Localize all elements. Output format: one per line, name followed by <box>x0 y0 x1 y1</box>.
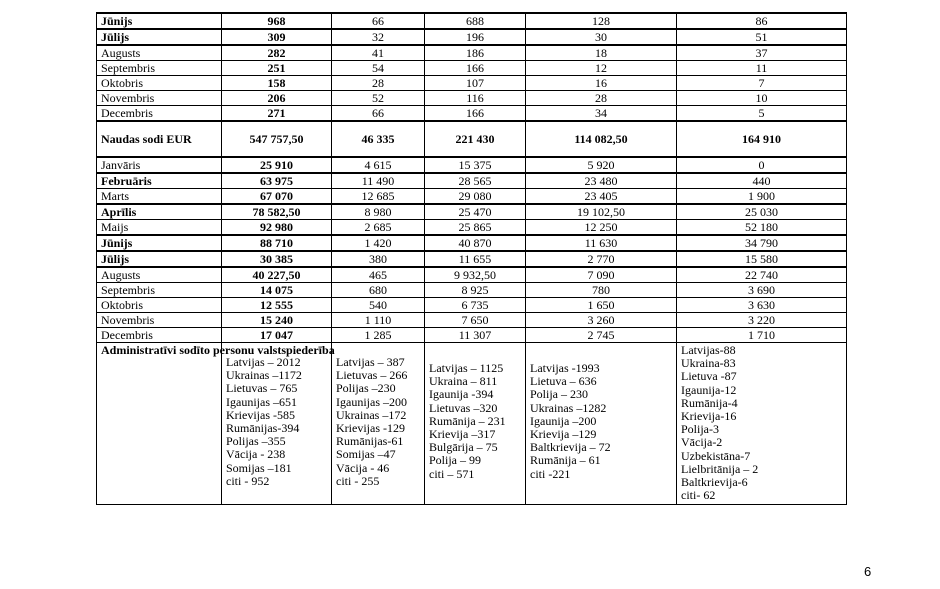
col4-cell: 86 <box>677 13 847 29</box>
total-cell: 968 <box>222 13 332 29</box>
col1-cell: 52 <box>332 91 425 106</box>
col1-cell: 66 <box>332 13 425 29</box>
nationality-entry: Vācija - 238 <box>226 447 286 462</box>
col2-cell: 186 <box>425 45 526 61</box>
nationality-list-4 <box>530 344 672 481</box>
col2-cell: 15 375 <box>425 157 526 173</box>
col1-cell: 32 <box>332 29 425 45</box>
fines-col3: 114 082,50 <box>526 121 677 157</box>
col3-cell: 12 <box>526 61 677 76</box>
total-cell: 251 <box>222 61 332 76</box>
col3-cell: 12 250 <box>526 220 677 236</box>
nationality-entry: Polija-3 <box>681 422 719 437</box>
month-count-row <box>97 45 847 61</box>
nationality-entry: Vācija-2 <box>681 435 723 450</box>
col4-cell: 5 <box>677 106 847 122</box>
month-cell: Maijs <box>97 220 222 236</box>
month-cell: Aprīlis <box>97 204 222 220</box>
fines-total: 547 757,50 <box>222 121 332 157</box>
month-cell: Decembris <box>97 106 222 122</box>
col1-cell: 8 980 <box>332 204 425 220</box>
col3-cell: 34 <box>526 106 677 122</box>
nationality-entry: Ukrainas –1282 <box>530 400 607 415</box>
month-count-row <box>97 61 847 76</box>
col3-cell: 16 <box>526 76 677 91</box>
nationality-col1 <box>222 343 332 505</box>
col3-cell: 23 480 <box>526 173 677 189</box>
total-cell: 12 555 <box>222 298 332 313</box>
nationality-entry: Lietuvas – 765 <box>226 381 298 396</box>
month-fine-row <box>97 157 847 173</box>
nationality-entry: citi - 952 <box>226 473 270 488</box>
nationality-entry: Baltkrievija-6 <box>681 474 748 489</box>
month-fine-row <box>97 313 847 328</box>
nationality-entry: Krievija-16 <box>681 408 737 423</box>
nationality-entry: Igaunija-12 <box>681 382 737 397</box>
month-fine-row <box>97 173 847 189</box>
nationality-entry: citi - 255 <box>336 473 380 488</box>
total-cell: 158 <box>222 76 332 91</box>
nationality-entry: Ukraina – 811 <box>429 374 498 389</box>
fines-col1: 46 335 <box>332 121 425 157</box>
col2-cell: 166 <box>425 106 526 122</box>
col2-cell: 166 <box>425 61 526 76</box>
nationality-list-3 <box>429 344 521 481</box>
col2-cell: 25 470 <box>425 204 526 220</box>
col1-cell: 11 490 <box>332 173 425 189</box>
nationality-entry: Igaunijas –200 <box>336 394 407 409</box>
nationality-entry: Igaunijas –651 <box>226 394 297 409</box>
nationality-entry: Latvijas-88 <box>681 343 736 357</box>
nationality-col4 <box>526 343 677 505</box>
col2-cell: 40 870 <box>425 235 526 251</box>
col3-cell: 5 920 <box>526 157 677 173</box>
col1-cell: 1 285 <box>332 328 425 343</box>
col4-cell: 1 900 <box>677 189 847 205</box>
col3-cell: 7 090 <box>526 267 677 283</box>
total-cell: 14 075 <box>222 283 332 298</box>
col2-cell: 9 932,50 <box>425 267 526 283</box>
col2-cell: 29 080 <box>425 189 526 205</box>
col1-cell: 540 <box>332 298 425 313</box>
fines-label: Naudas sodi EUR <box>97 121 222 157</box>
col1-cell: 1 110 <box>332 313 425 328</box>
nationality-entry: Uzbekistāna-7 <box>681 448 751 463</box>
month-cell: Novembris <box>97 91 222 106</box>
col3-cell: 2 770 <box>526 251 677 267</box>
col2-cell: 116 <box>425 91 526 106</box>
month-count-row <box>97 91 847 106</box>
total-cell: 63 975 <box>222 173 332 189</box>
nationality-entry: citi- 62 <box>681 488 716 503</box>
col3-cell: 19 102,50 <box>526 204 677 220</box>
nationality-section <box>97 343 847 505</box>
nationality-col5 <box>677 343 847 505</box>
nationality-entry: Lietuva -87 <box>681 369 737 384</box>
col1-cell: 680 <box>332 283 425 298</box>
total-cell: 282 <box>222 45 332 61</box>
fines-header-row <box>97 121 847 157</box>
month-count-row <box>97 13 847 29</box>
nationality-entry: Latvijas – 1125 <box>429 361 504 375</box>
total-cell: 78 582,50 <box>222 204 332 220</box>
nationality-entry: Rumānijas-61 <box>336 434 404 449</box>
nationality-entry: citi – 571 <box>429 466 475 481</box>
month-fine-row <box>97 298 847 313</box>
nationality-row <box>97 343 847 505</box>
total-cell: 30 385 <box>222 251 332 267</box>
col4-cell: 7 <box>677 76 847 91</box>
month-cell: Jūnijs <box>97 235 222 251</box>
month-fine-row <box>97 267 847 283</box>
month-fine-row <box>97 235 847 251</box>
month-cell: Augusts <box>97 267 222 283</box>
month-fine-row <box>97 204 847 220</box>
total-cell: 25 910 <box>222 157 332 173</box>
month-cell: Jūlijs <box>97 251 222 267</box>
nationality-entry: Latvijas -1993 <box>530 361 600 375</box>
month-count-row <box>97 29 847 45</box>
nationality-entry: Somijas –47 <box>336 447 396 462</box>
col1-cell: 4 615 <box>332 157 425 173</box>
month-count-row <box>97 76 847 91</box>
nationality-entry: Polija – 99 <box>429 453 482 468</box>
month-cell: Jūlijs <box>97 29 222 45</box>
col2-cell: 11 307 <box>425 328 526 343</box>
nationality-entry: Lietuva – 636 <box>530 374 597 389</box>
total-cell: 88 710 <box>222 235 332 251</box>
nationality-list-5 <box>681 344 842 502</box>
col1-cell: 66 <box>332 106 425 122</box>
nationality-entry: Krievijas -585 <box>226 407 295 422</box>
col4-cell: 1 710 <box>677 328 847 343</box>
month-cell: Augusts <box>97 45 222 61</box>
col4-cell: 34 790 <box>677 235 847 251</box>
nationality-entry: Krievijas -129 <box>336 420 405 435</box>
month-fine-row <box>97 283 847 298</box>
total-cell: 40 227,50 <box>222 267 332 283</box>
col1-cell: 28 <box>332 76 425 91</box>
nationality-entry: Polijas –355 <box>226 434 286 449</box>
nationality-entry: Krievija –129 <box>530 426 597 441</box>
nationality-entry: Bulgārija – 75 <box>429 440 498 455</box>
col2-cell: 7 650 <box>425 313 526 328</box>
col3-cell: 30 <box>526 29 677 45</box>
nationality-entry: Rumānija – 61 <box>530 453 601 468</box>
total-cell: 271 <box>222 106 332 122</box>
col4-cell: 15 580 <box>677 251 847 267</box>
page-number: 6 <box>864 564 872 579</box>
month-cell: Februāris <box>97 173 222 189</box>
statistics-table <box>96 12 847 505</box>
col1-cell: 54 <box>332 61 425 76</box>
nationality-entry: citi -221 <box>530 466 571 481</box>
nationality-list-2 <box>336 344 420 488</box>
total-cell: 15 240 <box>222 313 332 328</box>
month-cell: Oktobris <box>97 76 222 91</box>
col4-cell: 0 <box>677 157 847 173</box>
total-cell: 206 <box>222 91 332 106</box>
col2-cell: 8 925 <box>425 283 526 298</box>
month-fine-row <box>97 328 847 343</box>
month-cell: Janvāris <box>97 157 222 173</box>
col3-cell: 1 650 <box>526 298 677 313</box>
col1-cell: 41 <box>332 45 425 61</box>
col2-cell: 196 <box>425 29 526 45</box>
month-fine-row <box>97 251 847 267</box>
col3-cell: 18 <box>526 45 677 61</box>
nationality-entry: Ukrainas –1172 <box>226 368 302 383</box>
nationality-label: Administratīvi sodīto personu valstspiederība <box>97 343 222 505</box>
nationality-entry: Lielbritānija – 2 <box>681 461 759 476</box>
col1-cell: 380 <box>332 251 425 267</box>
col2-cell: 28 565 <box>425 173 526 189</box>
nationality-entry: Latvijas – 387 <box>336 355 405 369</box>
month-cell: Oktobris <box>97 298 222 313</box>
monthly-fines-section <box>97 157 847 343</box>
month-cell: Jūnijs <box>97 13 222 29</box>
month-cell: Septembris <box>97 283 222 298</box>
col3-cell: 780 <box>526 283 677 298</box>
nationality-entry: Igaunija –200 <box>530 413 597 428</box>
fines-col2: 221 430 <box>425 121 526 157</box>
total-cell: 92 980 <box>222 220 332 236</box>
month-fine-row <box>97 189 847 205</box>
col4-cell: 11 <box>677 61 847 76</box>
col4-cell: 25 030 <box>677 204 847 220</box>
col3-cell: 11 630 <box>526 235 677 251</box>
total-cell: 17 047 <box>222 328 332 343</box>
nationality-entry: Ukrainas –172 <box>336 407 407 422</box>
col3-cell: 23 405 <box>526 189 677 205</box>
nationality-col3 <box>425 343 526 505</box>
col4-cell: 22 740 <box>677 267 847 283</box>
col4-cell: 52 180 <box>677 220 847 236</box>
col4-cell: 51 <box>677 29 847 45</box>
col1-cell: 465 <box>332 267 425 283</box>
col4-cell: 10 <box>677 91 847 106</box>
nationality-entry: Somijas –181 <box>226 460 292 475</box>
fines-header-section <box>97 121 847 157</box>
month-count-row <box>97 106 847 122</box>
col3-cell: 3 260 <box>526 313 677 328</box>
col4-cell: 3 220 <box>677 313 847 328</box>
fines-col4: 164 910 <box>677 121 847 157</box>
nationality-entry: Vācija - 46 <box>336 460 390 475</box>
month-cell: Decembris <box>97 328 222 343</box>
nationality-entry: Rumānijas-394 <box>226 420 300 435</box>
monthly-counts-section <box>97 13 847 121</box>
month-cell: Marts <box>97 189 222 205</box>
col2-cell: 6 735 <box>425 298 526 313</box>
nationality-entry: Lietuvas –320 <box>429 400 498 415</box>
col1-cell: 12 685 <box>332 189 425 205</box>
col2-cell: 688 <box>425 13 526 29</box>
month-fine-row <box>97 220 847 236</box>
col3-cell: 28 <box>526 91 677 106</box>
nationality-col2 <box>332 343 425 505</box>
col1-cell: 1 420 <box>332 235 425 251</box>
col4-cell: 3 630 <box>677 298 847 313</box>
nationality-list-1 <box>226 344 327 488</box>
total-cell: 309 <box>222 29 332 45</box>
nationality-entry: Baltkrievija – 72 <box>530 440 611 455</box>
nationality-entry: Latvijas – 2012 <box>226 355 301 369</box>
month-cell: Septembris <box>97 61 222 76</box>
total-cell: 67 070 <box>222 189 332 205</box>
nationality-entry: Krievija –317 <box>429 426 496 441</box>
col4-cell: 440 <box>677 173 847 189</box>
col2-cell: 11 655 <box>425 251 526 267</box>
col2-cell: 25 865 <box>425 220 526 236</box>
nationality-entry: Rumānija-4 <box>681 395 738 410</box>
col4-cell: 3 690 <box>677 283 847 298</box>
nationality-entry: Ukraina-83 <box>681 356 736 371</box>
col1-cell: 2 685 <box>332 220 425 236</box>
col3-cell: 128 <box>526 13 677 29</box>
month-cell: Novembris <box>97 313 222 328</box>
nationality-entry: Lietuvas – 266 <box>336 368 408 383</box>
col3-cell: 2 745 <box>526 328 677 343</box>
col4-cell: 37 <box>677 45 847 61</box>
nationality-entry: Rumānija – 231 <box>429 413 506 428</box>
col2-cell: 107 <box>425 76 526 91</box>
nationality-entry: Polija – 230 <box>530 387 589 402</box>
nationality-entry: Igaunija -394 <box>429 387 494 402</box>
nationality-entry: Polijas –230 <box>336 381 396 396</box>
